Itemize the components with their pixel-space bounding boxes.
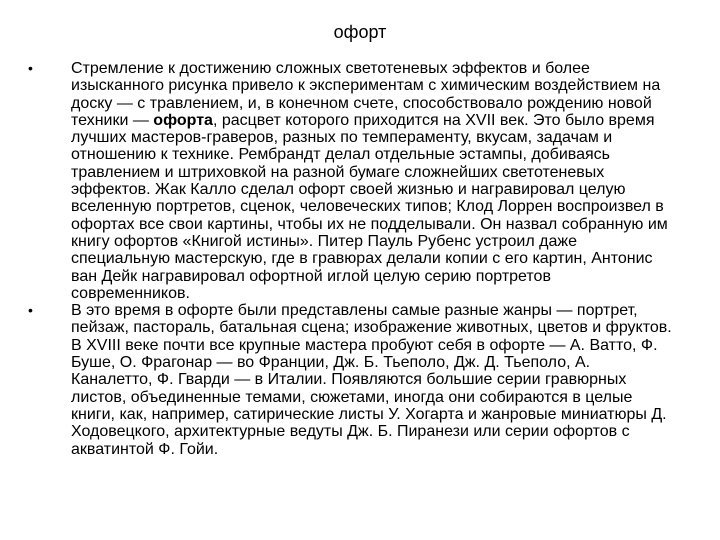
- bullet-text-after: , расцвет которого приходится на XVII век. Это было время лучших мастеров-граверов, разных по темпераменту, вкусам, задачам и отношению к технике. Рембрандт делал отдельные эстампы, добиваясь травлением и штриховкой на разной бумаге сложнейших светотеневых эффектов. Жак Калло сделал офорт своей жизнью и награвировал целую вселенную портретов, сценок, человеческих типов; Клод Лоррен воспроизвел в офортах все свои картины, чтобы их не подделывали. Он назвал собранную им книгу офортов «Книгой истины». Питер Пауль Рубенс устроил даже специальную мастерскую, где в гравюрах делали копии с его картин, Антонис ван Дейк награвировал офортной иглой целую серию портретов современников.: [71, 111, 668, 302]
- bullet-text: [71, 60, 673, 302]
- bullet-list: [0, 60, 720, 458]
- bullet-item: [0, 302, 673, 458]
- bullet-marker: •: [28, 60, 33, 76]
- bullet-text: В это время в офорте были представлены самые разные жанры — портрет, пейзаж, пастораль, батальная сцена; изображение животных, цветов и фруктов. В XVIII веке почти все крупные мастера пробуют себя в офорте — А. Ватто, Ф. Буше, О. Фрагонар — во Франции, Дж. Б. Тьеполо, Дж. Д. Тьеполо, А. Каналетто, Ф. Гварди — в Италии. Появляются большие серии гравюрных листов, объединенные темами, сюжетами, иногда они собираются в целые книги, как, например, сатирические листы У. Хогарта и жанровые миниатюры Д. Ходовецкого, архитектурные ведуты Дж. Б. Пиранези или серии офортов с акватинтой Ф. Гойи.: [71, 302, 672, 458]
- bullet-text-emphasis: офорта: [153, 111, 213, 129]
- bullet-marker: •: [28, 302, 33, 319]
- slide-title: офорт: [333, 22, 387, 42]
- bullet-text-before: Стремление к достижению сложных светотеневых эффектов и более изысканного рисунка привело к экспериментам с химическим воздействием на доску — с травлением, и, в конечном счете, способствовало рождению новой техники —: [71, 60, 661, 129]
- bullet-item: [0, 60, 673, 302]
